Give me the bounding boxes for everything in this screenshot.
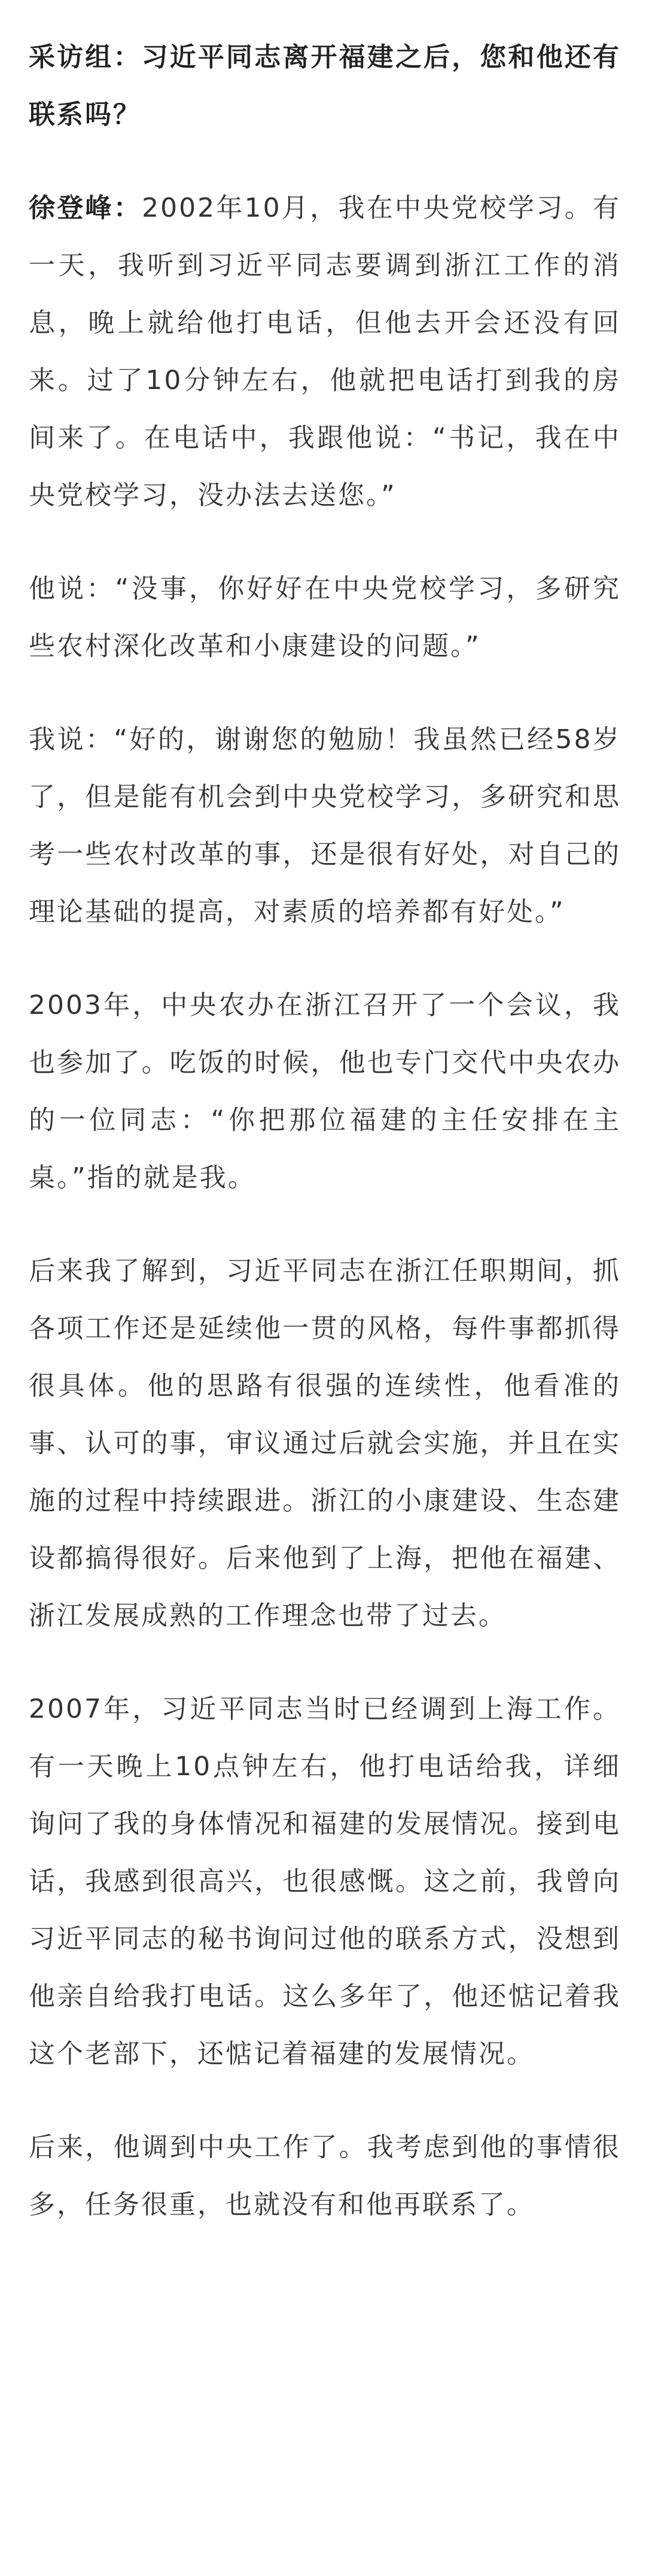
- answer-paragraph-5: 后来我了解到，习近平同志在浙江任职期间，抓各项工作还是延续他一贯的风格，每件事都抓得很具体。他的思路有很强的连续性，他看准的事、认可的事，审议通过后就会实施，并且在实施的过程中持续跟进。浙江的小康建设、生态建设都搞得很好。后来他到了上海，把他在福建、浙江发展成熟的工作理念也带了过去。: [29, 1256, 621, 1631]
- answer-text-1: 2002年10月，我在中央党校学习。有一天，我听到习近平同志要调到浙江工作的消息，晚上就给他打电话，但他去开会还没有回来。过了10分钟左右，他就把电话打到我的房间来了。在电话中，我跟他说：“书记，我在中央党校学习，没办法去送您。”: [29, 193, 621, 511]
- answer-paragraph-2: 他说：“没事，你好好在中央党校学习，多研究些农村深化改革和小康建设的问题。”: [29, 573, 621, 661]
- answer-paragraph-6: 2007年，习近平同志当时已经调到上海工作。有一天晚上10点钟左右，他打电话给我，详细询问了我的身体情况和福建的发展情况。接到电话，我感到很高兴，也很感慨。这之前，我曾向习近平同志的秘书询问过他的联系方式，没想到他亲自给我打电话。这么多年了，他还惦记着我这个老部下，还惦记着福建的发展情况。: [29, 1694, 621, 2069]
- answer-paragraph-4: 2003年，中央农办在浙江召开了一个会议，我也参加了。吃饭的时候，他也专门交代中央农办的一位同志：“你把那位福建的主任安排在主桌。”指的就是我。: [29, 990, 621, 1193]
- answer-paragraph-7: 后来，他调到中央工作了。我考虑到他的事情很多，任务很重，也就没有和他再联系了。: [29, 2132, 621, 2220]
- speaker-label: 徐登峰：: [29, 193, 142, 223]
- article-body: [29, 29, 621, 2270]
- answer-paragraph-3: 我说：“好的，谢谢您的勉励！我虽然已经58岁了，但是能有机会到中央党校学习，多研究和思考一些农村改革的事，还是很有好处，对自己的理论基础的提高，对素质的培养都有好处。”: [29, 724, 621, 927]
- answer-paragraph-1: [29, 180, 621, 524]
- interview-question: 采访组：习近平同志离开福建之后，您和他还有联系吗？: [29, 42, 621, 130]
